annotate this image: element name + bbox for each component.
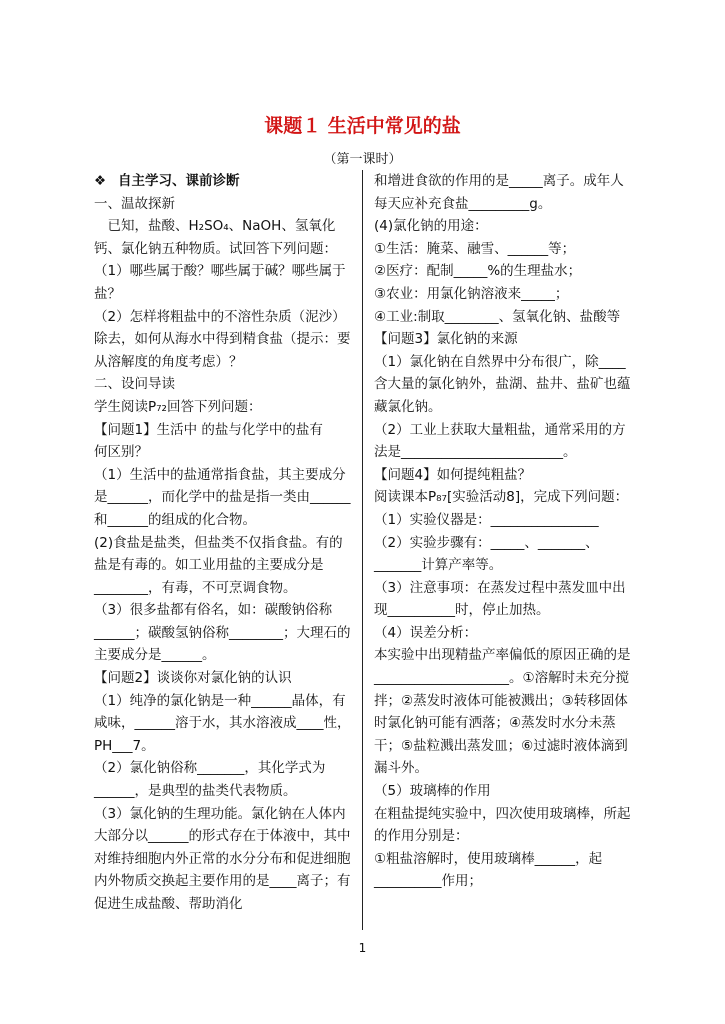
paragraph: ④工业:制取________、氢氧化钠、盐酸等 bbox=[374, 308, 621, 325]
paragraph: （2）氯化钠俗称_______，其化学式为______，是典型的盐类代表物质。 bbox=[94, 760, 326, 800]
paragraph: （1）实验仪器是：________________ bbox=[374, 511, 599, 528]
paragraph: （2）工业上获取大量粗盐，通常采用的方法是________________________。 bbox=[374, 421, 626, 461]
left-column bbox=[94, 170, 351, 916]
paragraph: （1）哪些属于酸？哪些属于碱？哪些属于盐？ bbox=[94, 263, 346, 302]
page-number: 1 bbox=[358, 941, 367, 955]
paragraph: （5）玻璃棒的作用 bbox=[374, 783, 491, 800]
page-subtitle: （第一课时） bbox=[323, 152, 402, 167]
paragraph: （2）实验步骤有：_____、_______、_______计算产率等。 bbox=[374, 534, 599, 574]
paragraph: 本实验中出现精盐产率偏低的原因正确的是____________________。①溶解时未充分搅拌；②蒸发时液体可能被溅出；③转移固体时氯化钠可能有洒落；④蒸发时水分未蒸干；⑤盐粒溅出蒸发皿；⑥过滤时液体滴到漏斗外。 bbox=[374, 647, 631, 777]
question-heading: 【问题2】谈谈你对氯化钠的认识 bbox=[94, 670, 292, 687]
paragraph: （3）注意事项：在蒸发过程中蒸发皿中出现__________时，停止加热。 bbox=[374, 579, 626, 619]
paragraph: （1）生活中的盐通常指食盐，其主要成分是______，而化学中的盐是指一类由______和______的组成的化合物。 bbox=[94, 466, 351, 528]
paragraph: 已知，盐酸、H₂SO₄、NaOH、氢氧化钙、氯化钠五种物质。试回答下列问题： bbox=[94, 218, 337, 257]
page-title: 课题１ 生活中常见的盐 bbox=[264, 115, 461, 137]
paragraph: 学生阅读P₇₂回答下列问题： bbox=[94, 398, 262, 415]
paragraph: 一、温故探新 bbox=[94, 195, 175, 212]
paragraph: （4）误差分析： bbox=[374, 624, 478, 641]
paragraph: 在粗盐提纯实验中，四次使用玻璃棒，所起的作用分别是： bbox=[374, 805, 631, 845]
paragraph: 二、设问导读 bbox=[94, 376, 175, 393]
column-divider bbox=[362, 170, 363, 930]
diamond-bullet-icon: ❖ bbox=[94, 173, 107, 189]
paragraph: （3）氯化钠的生理功能。氯化钠在人体内大部分以______的形式存在于体液中，其中对维持细胞内外正常的水分分布和促进细胞内外物质交换起主要作用的是____离子；有促进生成盐酸、帮助消化 bbox=[94, 805, 351, 912]
paragraph: （3）很多盐都有俗名，如：碳酸钠俗称______；碳酸氢钠俗称________；大理石的主要成分是______。 bbox=[94, 602, 351, 664]
paragraph: （1）纯净的氯化钠是一种______晶体，有咸味，______溶于水，其水溶液成____性，PH___7。 bbox=[94, 692, 351, 754]
right-column bbox=[374, 170, 632, 893]
question-heading: 【问题3】氯化钠的来源 bbox=[374, 331, 518, 348]
section-heading: ❖ 自主学习、课前诊断 bbox=[94, 170, 351, 193]
paragraph: （2）怎样将粗盐中的不溶性杂质（泥沙）除去，如何从海水中得到精食盐（提示：要从溶解度的角度考虑）？ bbox=[94, 308, 351, 370]
paragraph: ①粗盐溶解时，使用玻璃棒______，起__________作用； bbox=[374, 850, 603, 890]
paragraph: ②医疗：配制_____%的生理盐水； bbox=[374, 263, 582, 280]
paragraph: 和增进食欲的作用的是_____离子。成年人每天应补充食盐_________g。 bbox=[374, 173, 624, 212]
paragraph: ①生活：腌菜、融雪、______等； bbox=[374, 240, 576, 257]
paragraph: 阅读课本P₈₇[实验活动8]，完成下列问题： bbox=[374, 489, 629, 506]
question-heading: 【问题1】生活中 的盐与化学中的盐有 何区别？ bbox=[94, 421, 350, 461]
paragraph: （1）氯化钠在自然界中分布很广，除____含大量的氯化钠外，盐湖、盐井、盐矿也蕴藏氯化钠。 bbox=[374, 353, 631, 415]
paragraph: (2)食盐是盐类，但盐类不仅指食盐。有的盐是有毒的。如工业用盐的主要成分是________，有毒，不可烹调食物。 bbox=[94, 534, 343, 596]
question-heading: 【问题4】如何提纯粗盐？ bbox=[374, 466, 532, 483]
paragraph: (4)氯化钠的用途： bbox=[374, 218, 488, 235]
paragraph: ③农业：用氯化钠溶液来_____； bbox=[374, 285, 569, 302]
